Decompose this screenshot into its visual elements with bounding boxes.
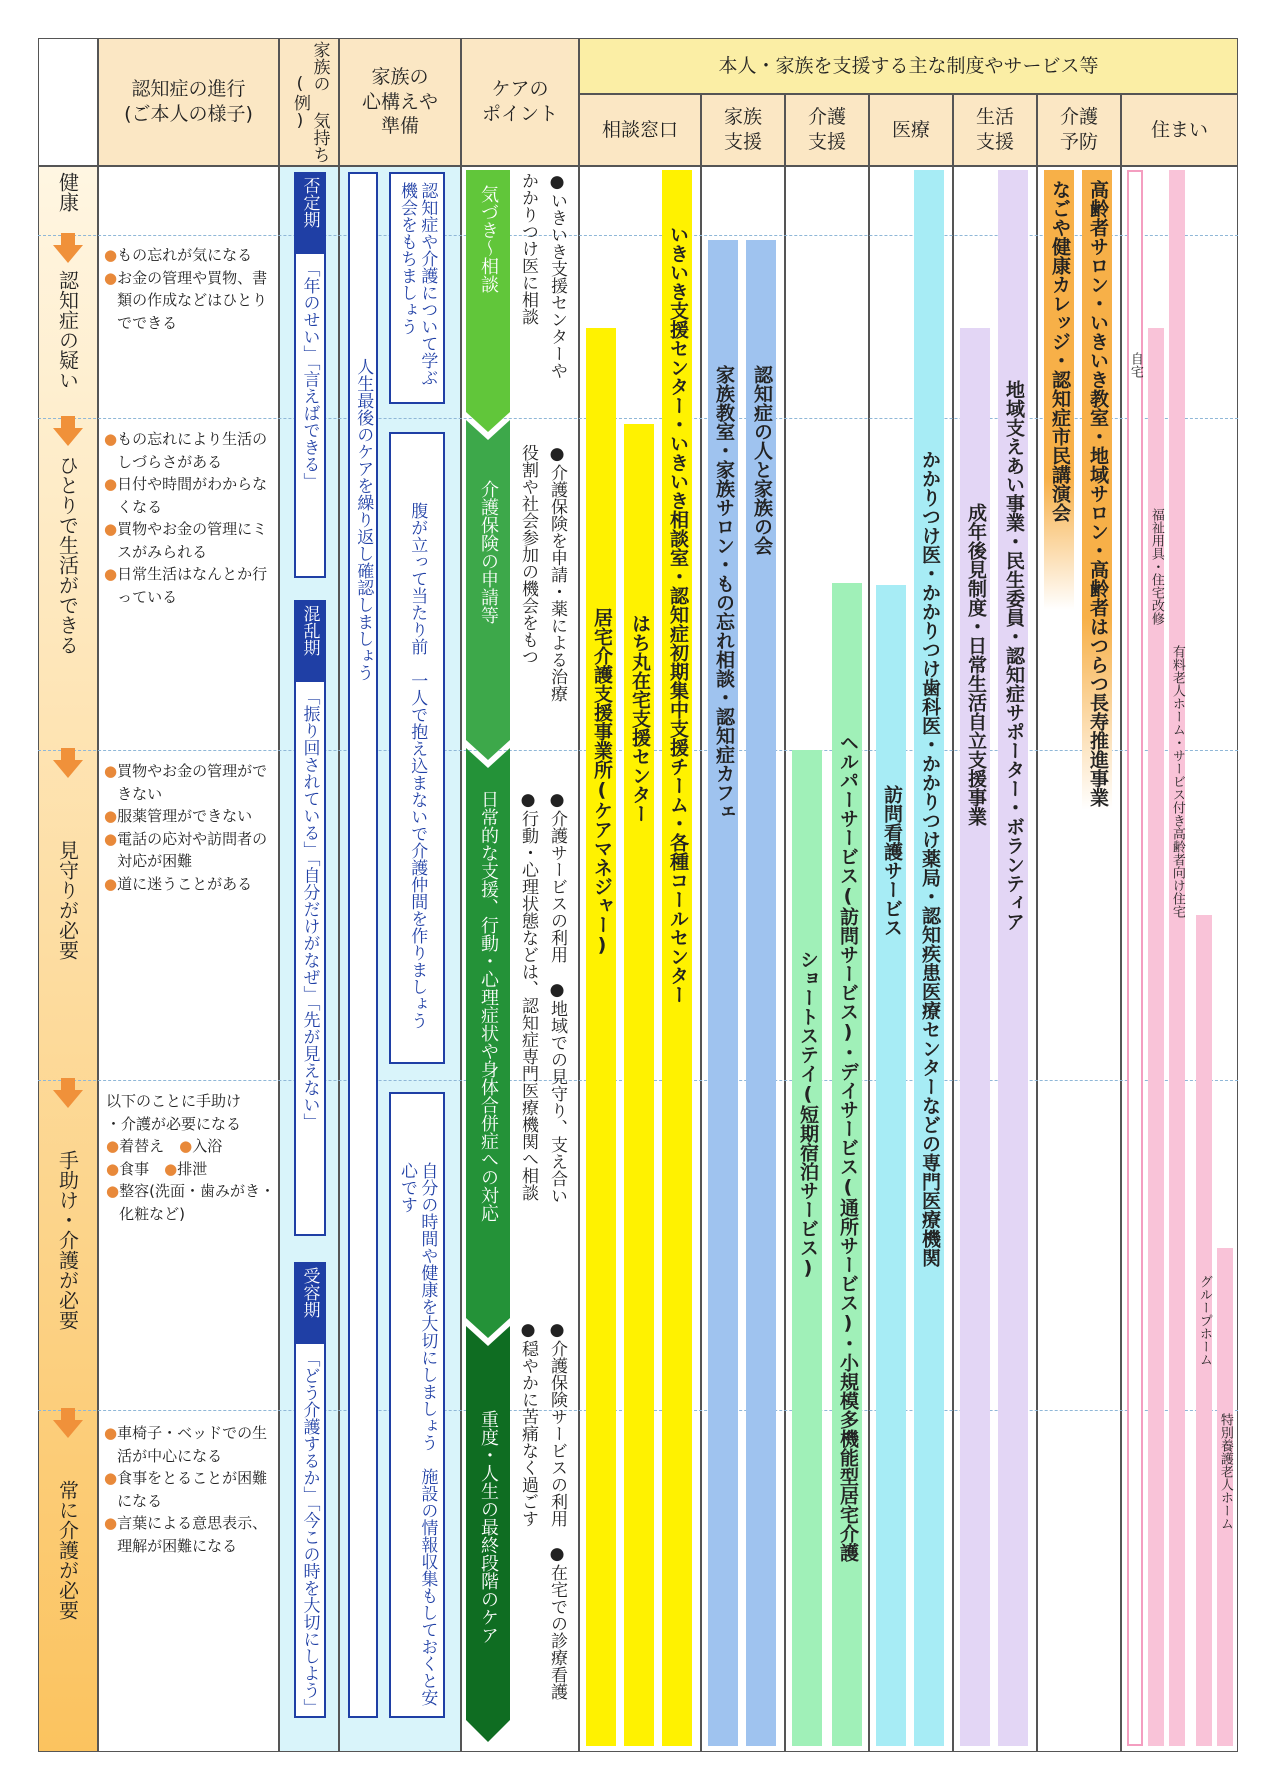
prep-box-learn: 認知症や介護について学ぶ機会をもちましょう xyxy=(389,172,445,404)
service-bar-group-home: グループホーム xyxy=(1196,915,1212,1746)
arrow-down-icon xyxy=(53,1078,83,1108)
list-item: ・介護が必要になる xyxy=(106,1114,242,1133)
service-bar-guardianship: 成年後見制度・日常生活自立支援事業 xyxy=(960,328,990,1746)
list-item: ● 車椅子・ベッドでの生活が中心になる xyxy=(104,1424,268,1465)
service-bar-family-doctor: かかりつけ医・かかりつけ歯科医・かかりつけ薬局・認知疾患医療センターなどの専門医療機関 xyxy=(914,170,944,1746)
header-prevention: 介護 予防 xyxy=(1037,94,1121,166)
phase-label-denial: 否定期 xyxy=(294,172,326,254)
list-item: ● 整容(洗面・歯みがき・化粧など) xyxy=(106,1182,275,1223)
feeling-text-denial: 「年のせい」「言えばできる」 xyxy=(299,260,320,490)
stage-full-care: 常に介護が必要 xyxy=(55,1480,80,1620)
header-care: ケアの ポイント xyxy=(461,38,579,166)
symptoms-stage4 xyxy=(106,1090,278,1225)
arrow-down-icon xyxy=(53,416,83,446)
stage-assist: 手助け・介護が必要 xyxy=(55,1150,80,1330)
feeling-phase-denial xyxy=(294,172,326,578)
service-bar-ikiiki: いきいき支援センター・いきいき相談室・認知症初期集中支援チーム・各種コールセンター xyxy=(662,170,692,1746)
symptoms-stage2 xyxy=(104,428,276,608)
stage-watch: 見守りが必要 xyxy=(55,840,80,960)
list-item: ● 買物やお金の管理ができない xyxy=(104,762,268,803)
feeling-phase-confusion xyxy=(294,600,326,1236)
list-item: ● もの忘れにより生活のしづらさがある xyxy=(104,430,268,471)
stage-healthy: 健康 xyxy=(55,172,80,212)
list-item: 以下のことに手助け xyxy=(106,1092,242,1110)
list-item: ●着替え ●入浴 xyxy=(106,1137,223,1155)
phase-label-confusion: 混乱期 xyxy=(294,600,326,682)
header-family: 家族 支援 xyxy=(701,94,785,166)
service-bar-home: 自宅 xyxy=(1127,170,1143,1746)
list-item: ●食事 ●排泄 xyxy=(106,1159,208,1178)
list-item: ● 言葉による意思表示、理解が困難になる xyxy=(104,1514,268,1555)
care-note-1: ●いきいき支援センターや かかりつけ医に相談 xyxy=(518,172,567,379)
symptoms-stage3 xyxy=(104,760,276,895)
care-phase-3: 日常的な支援、行動・心理症状や身体合併症への対応 xyxy=(478,790,499,1222)
header-consult: 相談窓口 xyxy=(579,94,701,166)
list-item: ●もの忘れが気になる xyxy=(104,246,253,264)
arrow-down-icon xyxy=(53,748,83,778)
list-item: ● 道に迷うことがある xyxy=(104,874,253,893)
service-bar-hachimaru: はち丸在宅支援センター xyxy=(624,424,654,1746)
service-bar-nursing-home: 特別養護老人ホーム xyxy=(1217,1248,1233,1746)
feeling-phase-acceptance xyxy=(294,1262,326,1718)
care-phase-4: 重度・人生の最終段階のケア xyxy=(478,1410,499,1644)
service-bar-shortstay: ショートステイ(短期宿泊サービス) xyxy=(792,750,822,1746)
phase-label-acceptance: 受容期 xyxy=(294,1262,326,1344)
header-prep: 家族の 心構えや 準備 xyxy=(339,38,461,166)
service-bar-welfare-equipment: 福祉用具・住宅改修 xyxy=(1148,328,1164,1746)
stage-independent: ひとりで生活ができる xyxy=(55,455,80,655)
care-phase-2: 介護保険の申請等 xyxy=(478,480,499,624)
prep-box-friends: 腹が立って当たり前 一人で抱え込まないで介護仲間を作りましょう xyxy=(389,432,445,1064)
feeling-text-acceptance: 「どう介護するか」「今この時を大切にしよう」 xyxy=(299,1350,320,1716)
service-bar-family-class: 家族教室・家族サロン・もの忘れ相談・認知症カフェ xyxy=(708,240,738,1746)
service-bar-salon: 高齢者サロン・いきいき教室・地域サロン・高齢者はつらつ長寿推進事業 xyxy=(1082,170,1112,810)
care-note-3: ●介護サービスの利用 ●地域での見守り、支え合い ●行動・心理状態などは、認知症専門医療機関へ相談 xyxy=(518,790,567,1204)
header-care-support: 介護 支援 xyxy=(785,94,869,166)
service-bar-community: 地域支えあい事業・民生委員・認知症サポーター・ボランティア xyxy=(998,170,1028,1746)
feeling-text-confusion: 「振り回されている」「自分だけがなぜ」「先が見えない」 xyxy=(299,688,320,1130)
service-bar-kyotaku: 居宅介護支援事業所(ケアマネジャー) xyxy=(586,328,616,1746)
service-bar-family-assoc: 認知症の人と家族の会 xyxy=(746,240,776,1746)
list-item: ● 買物やお金の管理にミスがみられる xyxy=(104,520,268,561)
arrow-down-icon xyxy=(53,1408,83,1438)
list-item: ● 日付や時間がわからなくなる xyxy=(104,475,268,516)
arrow-down-icon xyxy=(53,233,83,263)
header-support-main: 本人・家族を支援する主な制度やサービス等 xyxy=(579,38,1238,94)
list-item: ● お金の管理や買物、書類の作成などはひとりでできる xyxy=(104,268,268,332)
header-housing: 住まい xyxy=(1121,94,1238,166)
prep-box-health: 自分の時間や健康を大切にしましょう 施設の情報収集もしておくと安心です xyxy=(389,1092,445,1718)
header-feelings: 家族の 気持ち(例) xyxy=(279,38,339,166)
list-item: ● 日常生活はなんとか行っている xyxy=(104,565,268,606)
service-bar-visit-nursing: 訪問看護サービス xyxy=(876,585,906,1746)
symptoms-stage5 xyxy=(104,1422,276,1557)
service-bar-college: なごや健康カレッジ・認知症市民講演会 xyxy=(1044,170,1074,610)
care-phase-1: 気づき〜相談 xyxy=(478,185,499,293)
header-life: 生活 支援 xyxy=(953,94,1037,166)
care-note-2: ●介護保険を申請・薬による治療 役割や社会参加の機会をもつ xyxy=(518,444,567,702)
list-item: ● 食事をとることが困難になる xyxy=(104,1469,268,1510)
service-bar-helper: ヘルパーサービス(訪問サービス)・デイサービス(通所サービス)・小規模多機能型居宅介護 xyxy=(832,583,862,1746)
stage-suspected: 認知症の疑い xyxy=(55,270,80,390)
list-item: ● 服薬管理ができない xyxy=(104,807,253,825)
symptoms-stage1 xyxy=(104,244,276,334)
header-medical: 医療 xyxy=(869,94,953,166)
corner-cell xyxy=(38,38,98,166)
header-progress: 認知症の進行 (ご本人の様子) xyxy=(98,38,279,166)
service-bar-paid-home: 有料老人ホーム・サービス付き高齢者向け住宅 xyxy=(1169,170,1185,1746)
care-note-4: ●介護保険サービスの利用 ●在宅での診療看護 ●穏やかに苦痛なく過ごす xyxy=(518,1320,567,1700)
prep-long-box: 人生最後のケアを繰り返し確認しましょう xyxy=(348,172,378,1718)
list-item: ● 電話の応対や訪問者の対応が困難 xyxy=(104,829,268,870)
